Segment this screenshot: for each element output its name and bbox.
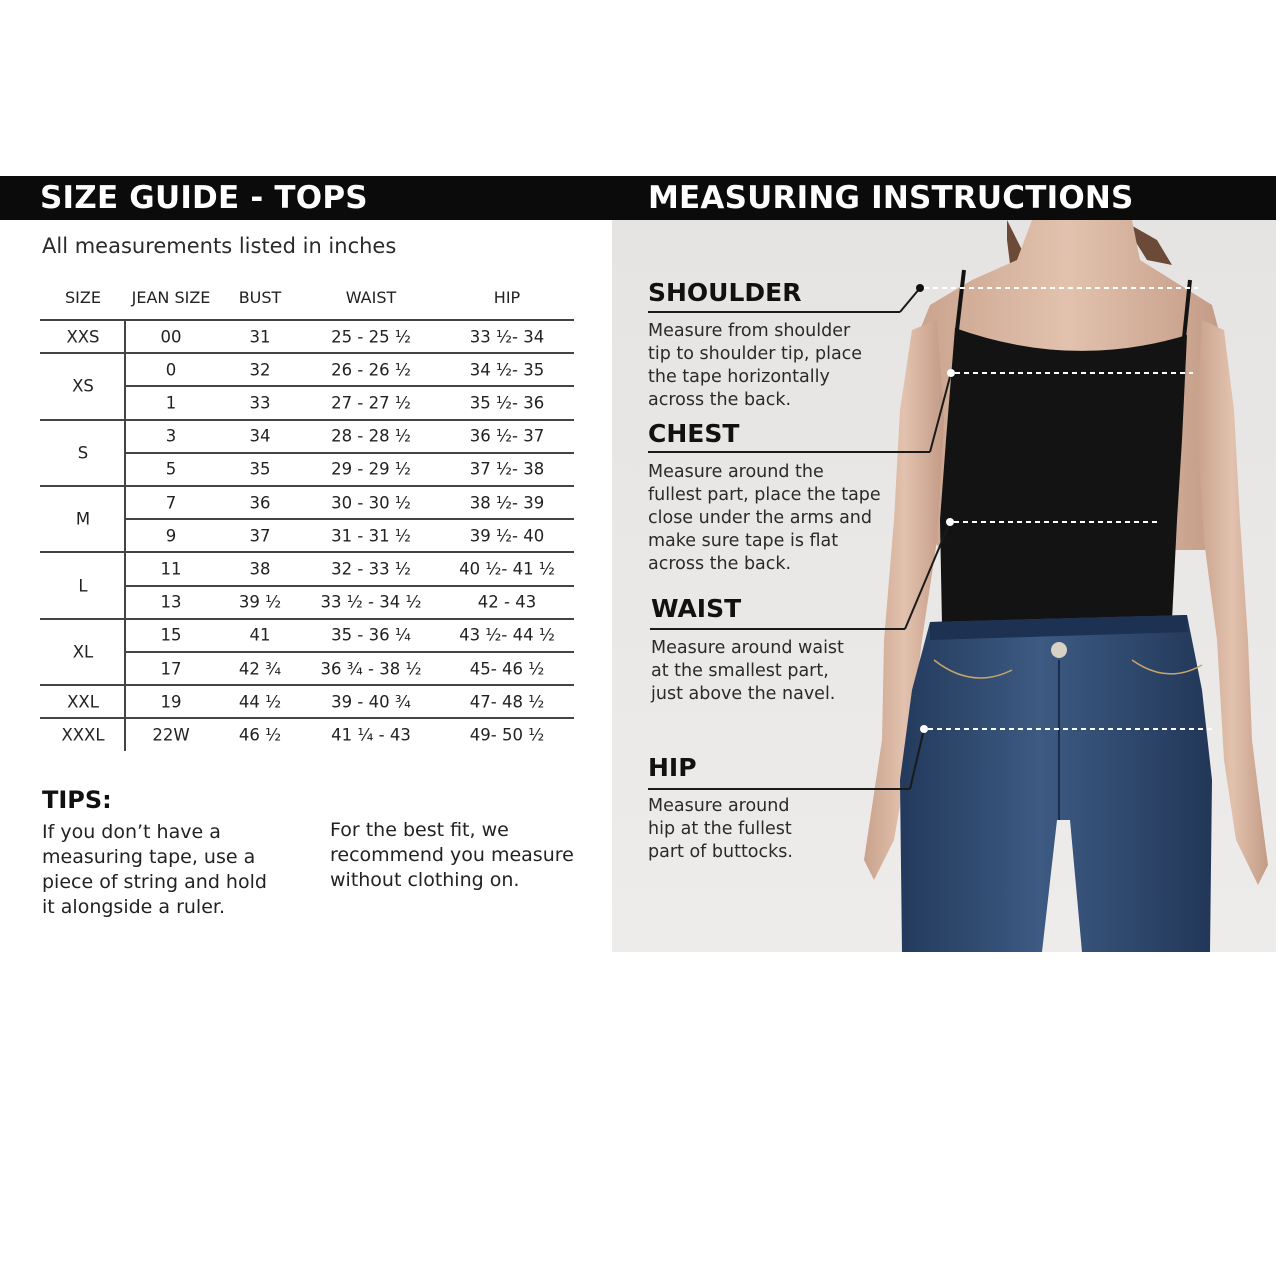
bust-cell: 41	[249, 625, 271, 645]
bust-cell: 33	[249, 393, 271, 413]
hip-instructions: Measure around hip at the fullest part of buttocks.	[648, 796, 793, 862]
waist-heading: WAIST	[651, 594, 742, 623]
bust-cell: 44 ½	[238, 692, 282, 712]
size-label: XS	[72, 376, 94, 396]
jean-size-cell: 15	[160, 625, 182, 645]
chest-instructions: Measure around the fullest part, place the tape close under the arms and make sure tape is flat across the back.	[648, 462, 881, 574]
hip-cell: 43 ½- 44 ½	[459, 625, 555, 645]
bust-cell: 39 ½	[238, 592, 282, 612]
hip-cell: 40 ½- 41 ½	[459, 559, 555, 579]
tip-measuring-tape: If you don’t have a measuring tape, use a piece of string and hold it alongside a ruler.	[42, 821, 267, 918]
shoulder-heading: SHOULDER	[648, 278, 802, 307]
waist-cell: 33 ½ - 34 ½	[320, 592, 422, 612]
waist-cell: 32 - 33 ½	[331, 559, 411, 579]
waist-cell: 41 ¼ - 43	[331, 725, 411, 745]
shoulder-instructions: Measure from shoulder tip to shoulder tip, place the tape horizontally across the back.	[648, 321, 863, 410]
tips-heading: TIPS:	[42, 786, 112, 814]
waist-cell: 36 ¾ - 38 ½	[320, 659, 422, 679]
hip-cell: 34 ½- 35	[469, 360, 545, 380]
header-hip: HIP	[493, 288, 521, 307]
jean-size-cell: 11	[160, 559, 182, 579]
hip-cell: 38 ½- 39	[469, 493, 545, 513]
hip-cell: 49- 50 ½	[469, 725, 545, 745]
header-waist: WAIST	[345, 288, 397, 307]
units-note: All measurements listed in inches	[42, 234, 397, 258]
jean-size-cell: 22W	[152, 725, 190, 745]
waist-cell: 35 - 36 ¼	[331, 625, 411, 645]
header-jean-size: JEAN SIZE	[131, 288, 211, 307]
waist-cell: 39 - 40 ¾	[331, 692, 411, 712]
size-label: XXL	[67, 692, 99, 712]
hip-cell: 47- 48 ½	[469, 692, 545, 712]
waist-cell: 26 - 26 ½	[331, 360, 411, 380]
hip-cell: 45- 46 ½	[469, 659, 545, 679]
bust-cell: 37	[249, 526, 271, 546]
waist-cell: 31 - 31 ½	[331, 526, 411, 546]
hip-cell: 39 ½- 40	[469, 526, 545, 546]
size-label: XL	[72, 642, 94, 662]
waist-instructions: Measure around waist at the smallest part, just above the navel.	[651, 638, 844, 704]
jean-size-cell: 5	[165, 459, 177, 479]
bust-cell: 34	[249, 426, 271, 446]
size-label: M	[75, 509, 91, 529]
size-label: XXXL	[61, 725, 105, 745]
hip-cell: 36 ½- 37	[469, 426, 545, 446]
waist-cell: 25 - 25 ½	[331, 327, 411, 347]
measuring-instructions-title: MEASURING INSTRUCTIONS	[648, 180, 1134, 216]
size-guide-title: SIZE GUIDE - TOPS	[40, 180, 368, 216]
waist-cell: 29 - 29 ½	[331, 459, 411, 479]
hip-cell: 37 ½- 38	[469, 459, 545, 479]
size-label: S	[77, 443, 89, 463]
hip-cell: 35 ½- 36	[469, 393, 545, 413]
bust-cell: 38	[249, 559, 271, 579]
tip-best-fit: For the best fit, we recommend you measure without clothing on.	[330, 819, 574, 891]
jean-size-cell: 17	[160, 659, 182, 679]
bust-cell: 46 ½	[238, 725, 282, 745]
header-bust: BUST	[238, 288, 282, 307]
jean-size-cell: 00	[160, 327, 182, 347]
bust-cell: 42 ¾	[238, 659, 282, 679]
hip-cell: 42 - 43	[477, 592, 537, 612]
size-label: L	[78, 576, 88, 596]
jean-size-cell: 1	[165, 393, 177, 413]
waist-cell: 27 - 27 ½	[331, 393, 411, 413]
hip-heading: HIP	[648, 753, 697, 782]
size-label: XXS	[66, 327, 100, 347]
bust-cell: 35	[249, 459, 271, 479]
jean-size-cell: 7	[165, 493, 177, 513]
waist-cell: 30 - 30 ½	[331, 493, 411, 513]
jean-size-cell: 0	[165, 360, 177, 380]
jean-size-cell: 19	[160, 692, 182, 712]
bust-cell: 36	[249, 493, 271, 513]
waist-cell: 28 - 28 ½	[331, 426, 411, 446]
jean-size-cell: 13	[160, 592, 182, 612]
bust-cell: 31	[249, 327, 271, 347]
jean-size-cell: 3	[165, 426, 177, 446]
header-size: SIZE	[65, 288, 101, 307]
chest-heading: CHEST	[648, 419, 740, 448]
hip-cell: 33 ½- 34	[469, 327, 545, 347]
bust-cell: 32	[249, 360, 271, 380]
jean-size-cell: 9	[165, 526, 177, 546]
